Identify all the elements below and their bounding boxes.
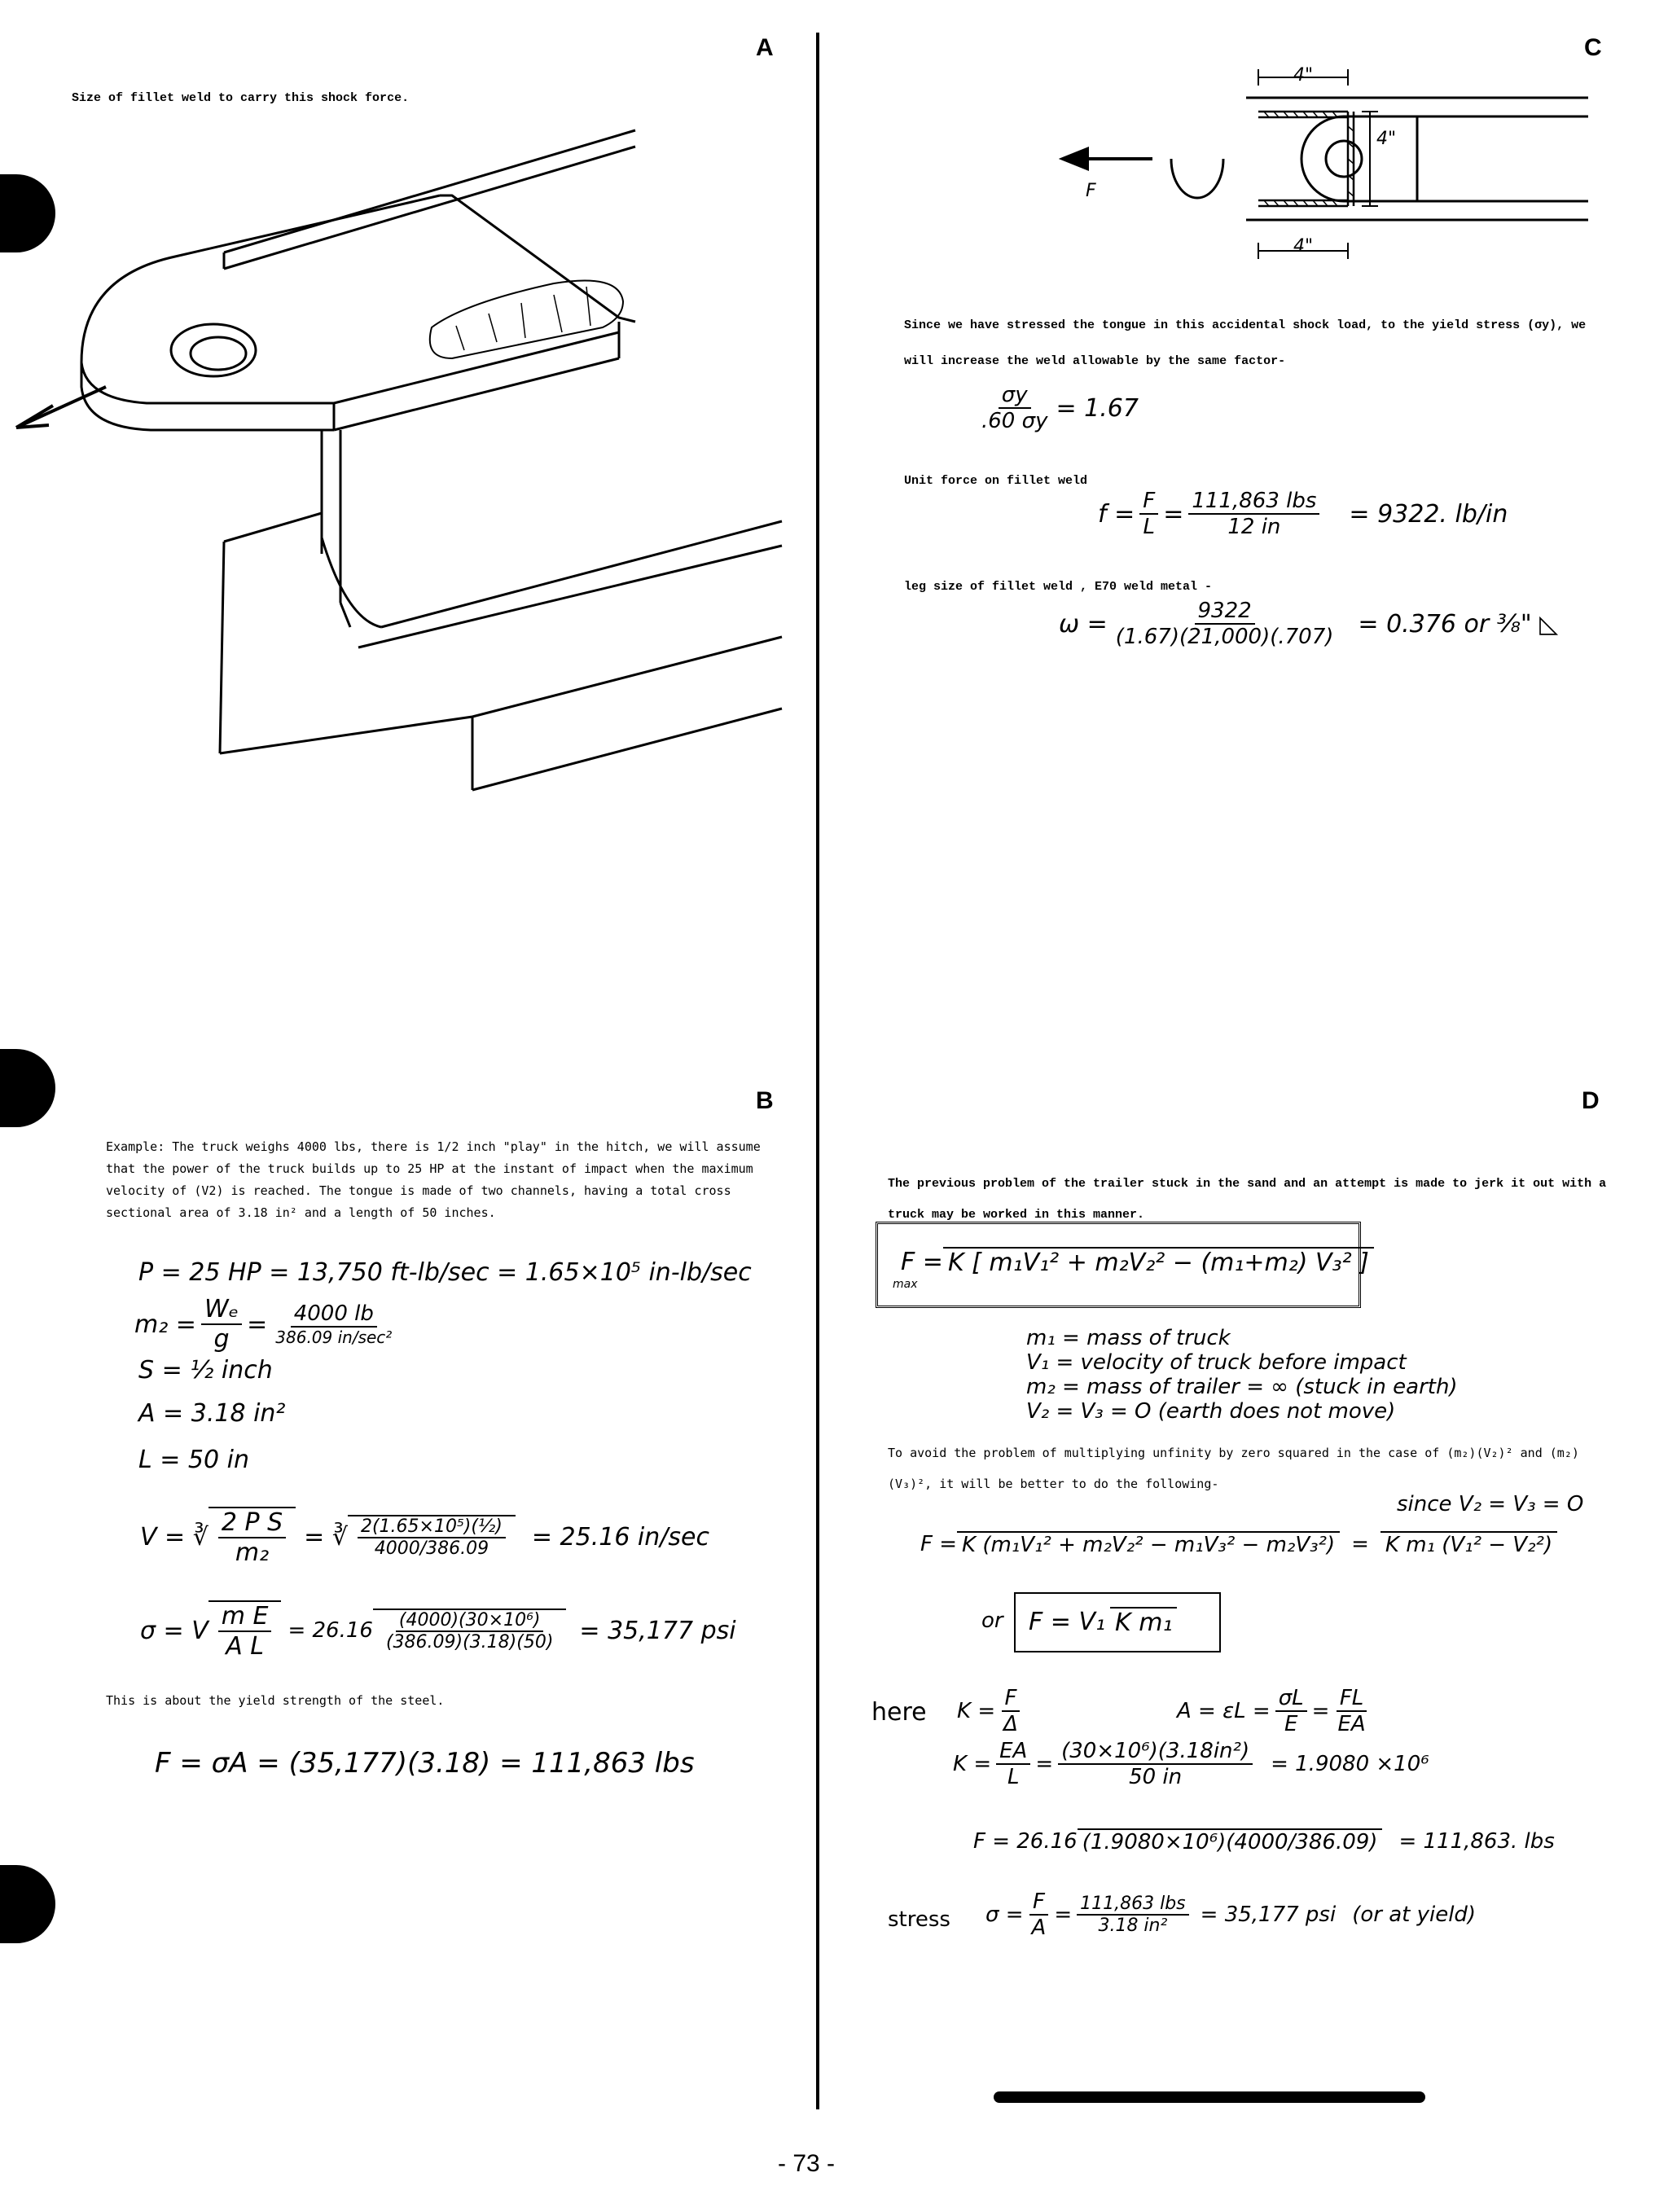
k2-frac2 xyxy=(1058,1739,1253,1789)
stress-lhs: σ = xyxy=(985,1903,1024,1927)
def-v2v3: V₂ = V₃ = O (earth does not move) xyxy=(1026,1399,1396,1424)
a-num2: FL xyxy=(1337,1686,1367,1712)
k-den: Δ xyxy=(1003,1712,1018,1736)
fillet-weld-illustration xyxy=(0,114,814,814)
f3-lhs: F = 26.16 xyxy=(973,1829,1078,1854)
max-force-formula xyxy=(901,1247,1374,1277)
sigma-frac-den: A L xyxy=(226,1632,264,1661)
sigma-lhs: σ = V xyxy=(140,1616,208,1645)
v-frac-num: 2 P S xyxy=(218,1508,286,1538)
stress-check-equation xyxy=(985,1889,1476,1940)
factor-frac xyxy=(978,383,1051,433)
w-frac xyxy=(1113,599,1337,649)
stress-result: = 35,177 psi xyxy=(1200,1903,1337,1927)
weld-joint-plan-outline xyxy=(1059,61,1596,281)
stress-frac xyxy=(1029,1889,1050,1940)
variable-definitions xyxy=(1026,1326,1458,1424)
eq2-radical xyxy=(957,1531,1340,1557)
f-den: L xyxy=(1143,515,1155,539)
a-frac1 xyxy=(1275,1686,1307,1736)
k-num: F xyxy=(1002,1686,1021,1712)
f-den2: 12 in xyxy=(1227,515,1281,539)
m2-num2: 4000 lb xyxy=(291,1301,377,1328)
binding-hole xyxy=(0,1049,55,1127)
avoid-infinity-paragraph: To avoid the problem of multiplying unfinity by zero squared in the case of (m₂)(V₂)² and (m₂)(V₃)², it will be better to do the following- xyxy=(888,1446,1579,1491)
f-frac2 xyxy=(1188,489,1319,539)
leg-size-label: leg size of fillet weld , E70 weld metal - xyxy=(904,580,1213,594)
k2-frac xyxy=(996,1739,1030,1789)
area-line: A = 3.18 in² xyxy=(138,1399,286,1428)
boxed-expr: K [ m₁V₁² + m₂V₂² − (m₁+m₂) V₃² ] xyxy=(947,1249,1369,1277)
expanded-force-equation xyxy=(920,1531,1557,1557)
here-label: here xyxy=(871,1698,927,1727)
final-force-box xyxy=(1014,1592,1221,1652)
shock-load-paragraph: Since we have stressed the tongue in this accidental shock load, to the yield stress (σy), we will increase the weld allowable by the same factor- xyxy=(904,318,1587,368)
a-eq: = xyxy=(1311,1699,1330,1723)
v-frac2-num: 2(1.65×10⁵)(½) xyxy=(358,1516,506,1538)
panel-letter-c: C xyxy=(1584,34,1602,61)
stroke-line: S = ½ inch xyxy=(138,1356,273,1385)
unit-force-label: Unit force on fillet weld xyxy=(904,474,1088,488)
power-line: P = 25 HP = 13,750 ft-lb/sec = 1.65×10⁵ in-lb/sec xyxy=(138,1258,752,1287)
m2-fraction xyxy=(201,1295,242,1354)
panel-letter-b: B xyxy=(756,1087,774,1114)
mass-m2-line xyxy=(134,1295,400,1354)
max-force-formula-box xyxy=(876,1222,1369,1308)
m2-lhs: m₂ = xyxy=(134,1310,196,1339)
force-f-label: F xyxy=(1086,181,1096,201)
f3-radical xyxy=(1078,1828,1383,1854)
k2-den2: 50 in xyxy=(1129,1765,1183,1789)
final-radical xyxy=(1110,1607,1177,1637)
v-frac-den: m₂ xyxy=(235,1538,270,1567)
w-num: 9322 xyxy=(1195,599,1255,625)
since-note: since V₂ = V₃ = O xyxy=(1397,1492,1584,1516)
m2-num: Wₑ xyxy=(201,1295,242,1325)
sigma-frac xyxy=(218,1602,272,1661)
final-lhs: F = V₁ xyxy=(1029,1608,1106,1636)
eq2-rhs-radical xyxy=(1380,1531,1557,1557)
v-frac2-den: 4000/386.09 xyxy=(374,1538,489,1559)
dim-side-label: 4" xyxy=(1376,129,1397,149)
factor-num: σy xyxy=(999,383,1031,409)
allowable-factor xyxy=(973,383,1139,433)
f-eq: = xyxy=(1163,499,1184,529)
w-den: (1.67)(21,000)(.707) xyxy=(1115,625,1334,649)
unit-force-equation xyxy=(1098,489,1508,539)
m2-eq: = xyxy=(247,1310,268,1339)
final-force-formula xyxy=(1029,1607,1177,1637)
column-divider xyxy=(816,33,819,2109)
k2-result: = 1.9080 ×10⁶ xyxy=(1271,1752,1429,1776)
dim-bottom-label: 4" xyxy=(1293,236,1314,257)
sigma-result: = 35,177 psi xyxy=(579,1616,736,1645)
force-check-equation xyxy=(973,1828,1555,1854)
stress-num: F xyxy=(1029,1889,1048,1916)
k2-den: L xyxy=(1007,1765,1020,1789)
sigma-frac-num: m E xyxy=(218,1602,272,1632)
v-frac2 xyxy=(358,1516,506,1559)
yield-note: This is about the yield strength of the steel. xyxy=(106,1693,445,1708)
sigma-mid: = 26.16 xyxy=(288,1618,373,1643)
page-number: - 73 - xyxy=(778,2150,836,2177)
stress-den2: 3.18 in² xyxy=(1098,1916,1168,1936)
or-label: or xyxy=(981,1609,1003,1633)
w-lhs: ω = xyxy=(1059,609,1108,639)
eq2-eq: = xyxy=(1351,1532,1369,1556)
stress-eq: = xyxy=(1054,1903,1073,1927)
f3-result: = 111,863. lbs xyxy=(1398,1829,1555,1854)
def-v1: V₁ = velocity of truck before impact xyxy=(1026,1350,1407,1375)
k2-num2: (30×10⁶)(3.18in²) xyxy=(1058,1739,1253,1765)
sigma-radical xyxy=(208,1600,282,1661)
m2-den2: 386.09 in/sec² xyxy=(275,1328,393,1347)
example-paragraph: Example: The truck weighs 4000 lbs, there is 1/2 inch "play" in the hitch, we will assume that the power of the truck builds up to 25 HP at the instant of impact when the maximum velocity of (V2) is reached. The tongue is made of two channels, having a total cross sectional area of 3.18 in² and a length of 50 inches. xyxy=(106,1139,761,1220)
final-expr: K m₁ xyxy=(1115,1609,1173,1637)
v-frac xyxy=(218,1508,286,1567)
boxed-lhs: F = xyxy=(901,1248,943,1276)
factor-den: .60 σy xyxy=(981,409,1048,433)
f-frac xyxy=(1139,489,1158,539)
stress-den: A xyxy=(1031,1916,1047,1940)
k2-lhs: K = xyxy=(953,1752,992,1776)
f-result: = 9322. lb/in xyxy=(1349,499,1508,529)
boxed-radical xyxy=(943,1247,1374,1277)
stress-frac2 xyxy=(1077,1894,1189,1936)
f-lhs: f = xyxy=(1098,499,1135,529)
v-radical xyxy=(208,1507,296,1567)
stiffness-calculation xyxy=(953,1739,1429,1789)
f-num: F xyxy=(1139,489,1158,515)
k2-eq: = xyxy=(1035,1752,1054,1776)
elongation-definition xyxy=(1177,1686,1374,1736)
stress-note: (or at yield) xyxy=(1352,1903,1477,1927)
eq2-expr: K (m₁V₁² + m₂V₂² − m₁V₃² − m₂V₃²) xyxy=(962,1533,1336,1557)
f-num2: 111,863 lbs xyxy=(1188,489,1319,515)
binding-hole xyxy=(0,1865,55,1943)
leg-size-equation xyxy=(1059,599,1558,649)
factor-val: = 1.67 xyxy=(1056,393,1139,423)
f3-expr: (1.9080×10⁶)(4000/386.09) xyxy=(1082,1830,1378,1854)
panel-letter-d: D xyxy=(1582,1087,1600,1114)
panel-letter-a: A xyxy=(756,34,774,61)
velocity-equation xyxy=(140,1507,709,1567)
stress-equation xyxy=(140,1600,736,1661)
sigma-frac2-num: (4000)(30×10⁶) xyxy=(396,1610,544,1632)
boxed-subscript: max xyxy=(893,1278,918,1291)
v-mid: = ∛ xyxy=(304,1522,348,1551)
k-frac xyxy=(1000,1686,1021,1736)
eq2-rhs: K m₁ (V₁² − V₂²) xyxy=(1385,1533,1553,1557)
eq2-lhs: F = xyxy=(920,1532,958,1556)
a-den2: EA xyxy=(1337,1712,1366,1736)
a-frac2 xyxy=(1334,1686,1368,1736)
stiffness-definition xyxy=(957,1686,1026,1736)
panel-a-caption: Size of fillet weld to carry this shock force. xyxy=(72,91,410,105)
v-radical-2 xyxy=(348,1515,516,1559)
m2-den: g xyxy=(213,1325,230,1354)
stress-label: stress xyxy=(888,1907,950,1932)
trailer-intro-paragraph: The previous problem of the trailer stuck in the sand and an attempt is made to jerk it out with a truck may be worked in this manner. xyxy=(888,1177,1607,1222)
m2-fraction-2 xyxy=(272,1301,395,1347)
def-m1: m₁ = mass of truck xyxy=(1026,1326,1231,1350)
a-lhs: A = εL = xyxy=(1177,1699,1271,1723)
stress-num2: 111,863 lbs xyxy=(1077,1894,1189,1916)
a-num1: σL xyxy=(1275,1686,1307,1712)
def-m2: m₂ = mass of trailer = ∞ (stuck in earth) xyxy=(1026,1375,1458,1399)
k-lhs: K = xyxy=(957,1699,996,1723)
sigma-radical-2 xyxy=(373,1609,566,1652)
a-den1: E xyxy=(1284,1712,1298,1736)
v-lhs: V = ∛ xyxy=(140,1522,208,1551)
force-line: F = σA = (35,177)(3.18) = 111,863 lbs xyxy=(155,1747,695,1780)
length-line: L = 50 in xyxy=(138,1446,249,1474)
bottom-rule xyxy=(994,2091,1425,2103)
sigma-frac2 xyxy=(383,1610,556,1652)
w-result: = 0.376 or ⅜" ◺ xyxy=(1358,609,1559,639)
sigma-frac2-den: (386.09)(3.18)(50) xyxy=(385,1632,554,1652)
dim-top-label: 4" xyxy=(1293,65,1314,86)
v-result: = 25.16 in/sec xyxy=(531,1522,709,1551)
k2-num: EA xyxy=(996,1739,1030,1765)
